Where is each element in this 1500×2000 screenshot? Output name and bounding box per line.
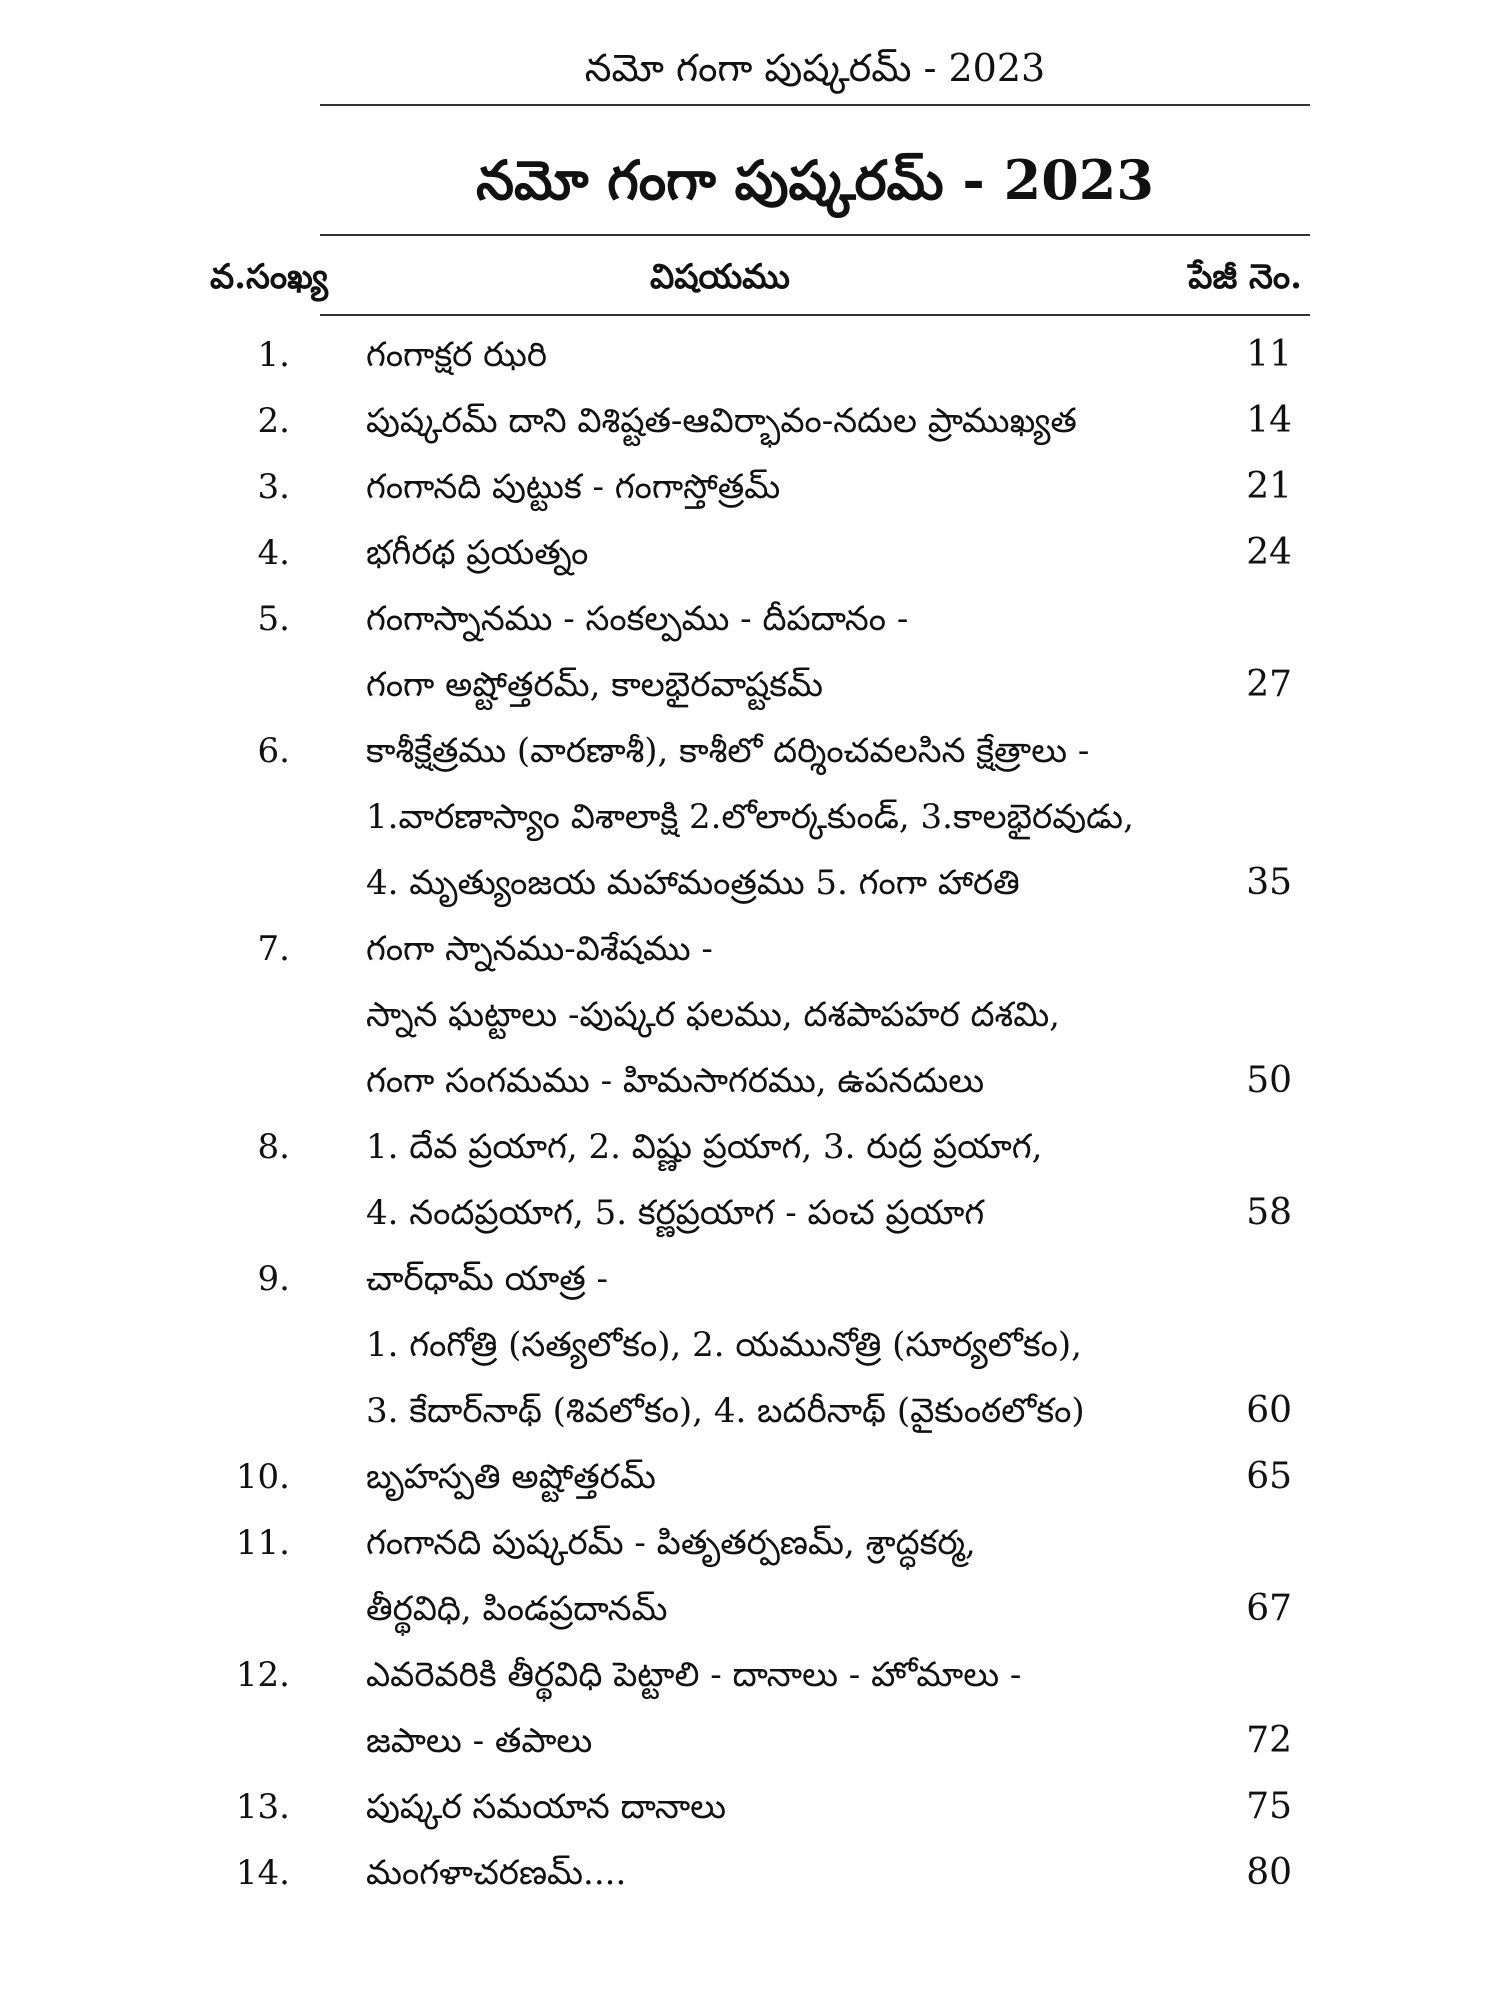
- entry-page-number: 27: [1246, 664, 1292, 705]
- entry-subject-line: 1.వారణాస్యాం విశాలాక్షి 2.లోలార్కకుండ్, 3.కాలభైరవుడు,: [366, 797, 1134, 837]
- toc-entry: [0, 1642, 1500, 1774]
- entry-page-number: 67: [1246, 1588, 1292, 1629]
- entry-page-number: 60: [1246, 1390, 1292, 1431]
- entry-subject-line: ఎవరెవరికి తీర్థవిధి పెట్టాలి - దానాలు - హోమాలు -: [366, 1655, 1022, 1695]
- toc-entry: [0, 1444, 1500, 1510]
- entry-page-number: 80: [1246, 1852, 1292, 1893]
- entry-number: 1.: [257, 335, 290, 375]
- entry-page-number: 58: [1246, 1192, 1292, 1233]
- toc-entry: [0, 1774, 1500, 1840]
- entry-subject-line: 4. నందప్రయాగ, 5. కర్ణప్రయాగ - పంచ ప్రయాగ: [366, 1193, 985, 1233]
- toc-entry: [0, 520, 1500, 586]
- entry-number: 10.: [235, 1457, 290, 1497]
- entry-subject-line: జపాలు - తపాలు: [366, 1721, 593, 1761]
- entry-page-number: 65: [1246, 1456, 1292, 1497]
- column-header-subject: విషయము: [650, 257, 790, 297]
- entry-page-number: 75: [1246, 1786, 1292, 1827]
- entry-subject-line: 4. మృత్యుంజయ మహామంత్రము 5. గంగా హారతి: [366, 863, 1020, 903]
- entry-number: 12.: [235, 1655, 290, 1695]
- entry-subject-line: భగీరథ ప్రయత్నం: [366, 533, 589, 573]
- entry-number: 14.: [235, 1853, 290, 1893]
- entry-number: 9.: [257, 1259, 290, 1299]
- entry-subject-line: మంగళాచరణమ్....: [366, 1853, 627, 1893]
- entry-subject-line: గంగాక్షర ఝరి: [366, 335, 547, 375]
- entry-number: 3.: [257, 467, 290, 507]
- column-header-rule: [320, 314, 1310, 316]
- entry-subject-line: పుష్కరమ్ దాని విశిష్టత-ఆవిర్భావం-నదుల ప్రాముఖ్యత: [366, 401, 1077, 441]
- entry-subject-line: గంగా అష్టోత్తరమ్, కాలభైరవాష్టకమ్: [366, 665, 823, 705]
- entry-subject-line: స్నాన ఘట్టాలు -పుష్కర ఫలము, దశపాపహర దశమి,: [366, 995, 1060, 1035]
- entry-page-number: 14: [1246, 400, 1292, 441]
- toc-entry: [0, 916, 1500, 1114]
- running-head: నమో గంగా పుష్కరమ్ - 2023: [584, 46, 1046, 90]
- toc-entry: [0, 586, 1500, 718]
- entry-number: 2.: [257, 401, 290, 441]
- entry-subject-line: గంగానది పుట్టుక - గంగాస్తోత్రమ్: [366, 467, 781, 507]
- entry-number: 7.: [257, 929, 290, 969]
- entry-page-number: 35: [1246, 862, 1292, 903]
- entry-page-number: 72: [1246, 1720, 1292, 1761]
- entry-subject-line: గంగా సంగమము - హిమసాగరము, ఉపనదులు: [366, 1061, 985, 1101]
- column-header-number: వ.సంఖ్య: [210, 257, 328, 297]
- entry-subject-line: చార్‌ధామ్ యాత్ర -: [366, 1259, 608, 1299]
- toc-entry: [0, 718, 1500, 916]
- entry-subject-line: తీర్థవిధి, పిండప్రదానమ్: [366, 1589, 668, 1629]
- entry-page-number: 11: [1246, 334, 1292, 375]
- entry-subject-line: గంగానది పుష్కరమ్ - పితృతర్పణమ్, శ్రాద్ధకర్మ,: [366, 1523, 976, 1563]
- title-rule: [320, 234, 1310, 236]
- entry-number: 4.: [257, 533, 290, 573]
- entry-number: 6.: [257, 731, 290, 771]
- toc-list: [0, 322, 1500, 1906]
- entry-subject-line: గంగాస్నానము - సంకల్పము - దీపదానం -: [366, 599, 909, 639]
- entry-subject-line: బృహస్పతి అష్టోత్తరమ్: [366, 1457, 656, 1497]
- entry-number: 11.: [235, 1523, 290, 1563]
- header-rule: [320, 104, 1310, 106]
- entry-subject-line: కాశీక్షేత్రము (వారణాశీ), కాశీలో దర్శించవలసిన క్షేత్రాలు -: [366, 731, 1090, 771]
- toc-entry: [0, 322, 1500, 388]
- entry-number: 8.: [257, 1127, 290, 1167]
- entry-subject-line: 1. దేవ ప్రయాగ, 2. విష్ణు ప్రయాగ, 3. రుద్ర ప్రయాగ,: [366, 1127, 1043, 1167]
- column-header-page: పేజీ నెం.: [1188, 257, 1302, 297]
- entry-subject-line: 3. కేదార్‌నాథ్ (శివలోకం), 4. బదరీనాథ్ (వైకుంఠలోకం): [366, 1391, 1085, 1431]
- toc-entry: [0, 1246, 1500, 1444]
- toc-entry: [0, 1840, 1500, 1906]
- entry-page-number: 21: [1246, 466, 1292, 507]
- entry-subject-line: 1. గంగోత్రి (సత్యలోకం), 2. యమునోత్రి (సూర్యలోకం),: [366, 1325, 1082, 1365]
- toc-entry: [0, 454, 1500, 520]
- toc-entry: [0, 388, 1500, 454]
- entry-number: 5.: [257, 599, 290, 639]
- page-title: నమో గంగా పుష్కరమ్ - 2023: [476, 148, 1154, 212]
- entry-number: 13.: [235, 1787, 290, 1827]
- entry-subject-line: గంగా స్నానము-విశేషము -: [366, 929, 713, 969]
- toc-entry: [0, 1510, 1500, 1642]
- entry-page-number: 50: [1246, 1060, 1292, 1101]
- toc-entry: [0, 1114, 1500, 1246]
- entry-page-number: 24: [1246, 532, 1292, 573]
- entry-subject-line: పుష్కర సమయాన దానాలు: [366, 1787, 727, 1827]
